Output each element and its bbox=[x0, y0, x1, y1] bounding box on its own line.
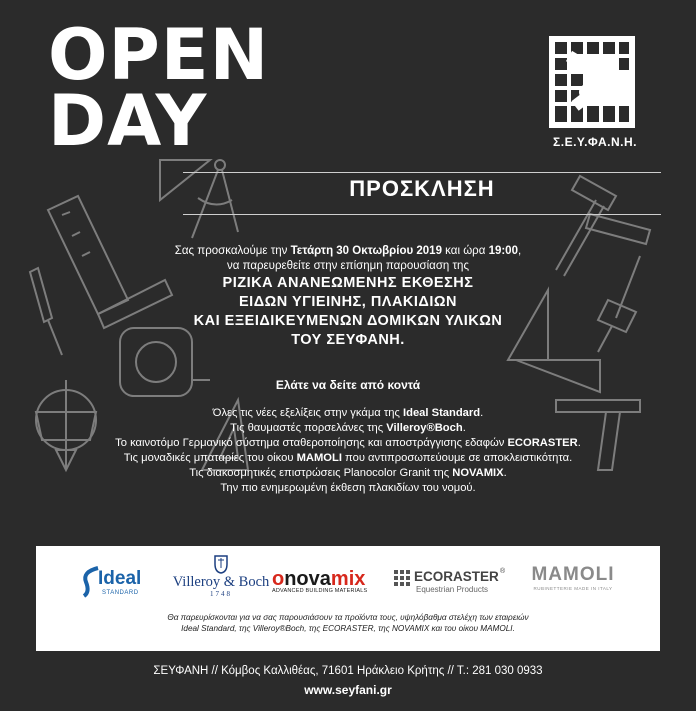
feature-list bbox=[90, 406, 606, 496]
exhibition-headline bbox=[100, 274, 596, 350]
feature-item: Όλες τις νέες εξελίξεις στην γκάμα της Ideal Standard. bbox=[212, 407, 484, 419]
villeroy-year: 1748 bbox=[210, 590, 232, 598]
partner-brands-panel bbox=[36, 546, 660, 651]
top-divider bbox=[183, 172, 661, 173]
exhibition-line: ΕΙΔΩΝ ΥΓΙΕΙΝΗΣ, ΠΛΑΚΙΔΙΩΝ bbox=[239, 294, 457, 310]
event-time: 19:00 bbox=[488, 245, 518, 257]
headline-day: DAY bbox=[48, 80, 208, 162]
seyfani-sigma-logo-icon bbox=[549, 36, 635, 128]
intro-text-a: Σας προσκαλούμε την bbox=[174, 245, 291, 257]
ecoraster-logo bbox=[394, 568, 514, 602]
title-divider bbox=[183, 214, 661, 215]
seyfani-logo bbox=[545, 36, 657, 149]
novamix-o-mark: o bbox=[272, 568, 285, 590]
feature-item: Την πιο ενημερωμένη έκθεση πλακιδίων του νομού. bbox=[220, 482, 476, 494]
come-see-heading: Ελάτε να δείτε από κοντά bbox=[275, 378, 421, 392]
villeroy-crest-icon bbox=[212, 554, 230, 574]
exhibition-line: ΚΑΙ ΕΞΕΙΔΙΚΕΥΜΕΝΩΝ ΔΟΜΙΚΩΝ ΥΛΙΚΩΝ bbox=[193, 313, 503, 329]
exhibition-line: ΡΙΖΙΚΑ ΑΝΑΝΕΩΜΕΝΗΣ ΕΚΘΕΣΗΣ bbox=[222, 275, 474, 291]
mamoli-sub: RUBINETTERIE MADE IN ITALY bbox=[533, 586, 613, 591]
contact-footer: ΣΕΥΦΑΝΗ // Κόμβος Καλλιθέας, 71601 Ηράκλειο Κρήτης // Τ.: 281 030 0933 bbox=[153, 665, 543, 677]
exhibition-line: ΤΟΥ ΣΕΥΦΑΝΗ. bbox=[291, 332, 405, 348]
brand-logos bbox=[36, 554, 660, 608]
feature-item: Τις διακοσμητικές επιστρώσεις Planocolor Granit της NOVAMIX. bbox=[189, 467, 507, 479]
mamoli-logo bbox=[530, 564, 616, 604]
ecoraster-grid-icon bbox=[394, 570, 410, 586]
feature-item: Τις θαυμαστές πορσελάνες της Villeroy®Boch. bbox=[230, 422, 466, 434]
intro-text-b: και ώρα bbox=[441, 245, 489, 257]
ideal-standard-logo bbox=[80, 562, 160, 602]
novamix-mix: mix bbox=[330, 568, 366, 590]
invitation-title: ΠΡΟΣΚΛΗΣΗ bbox=[349, 176, 495, 201]
ecoraster-registered: ® bbox=[500, 568, 506, 575]
villeroy-boch-logo bbox=[166, 554, 276, 608]
ecoraster-sub: Equestrian Products bbox=[416, 585, 489, 594]
logo-wordmark: Σ.Ε.Υ.ΦΑ.Ν.Η. bbox=[553, 135, 637, 149]
note-line: Θα παρευρίσκονται για να σας παρουσιάσουν τα προϊόντα τους, υψηλόβαθμα στελέχη των εταιρειών bbox=[167, 613, 529, 622]
feature-item: Τις μοναδικές μπαταρίες του οίκου MAMOLI που αντιπροσωπεύουμε σε αποκλειστικότητα. bbox=[123, 452, 573, 464]
ruler-icon bbox=[586, 214, 650, 244]
note-line: Ideal Standard, της Villeroy®Boch, της ECORASTER, της NOVAMIX και του οίκου MAMOLI. bbox=[181, 624, 515, 633]
mamoli-name: MAMOLI bbox=[531, 564, 615, 585]
villeroy-name: Villeroy & Boch bbox=[172, 574, 270, 590]
feature-item: Το καινοτόμο Γερμανικό σύστημα σταθεροποίησης και αποστράγγισης εδαφών ECORASTER. bbox=[115, 437, 581, 449]
open-day-headline bbox=[48, 14, 270, 162]
novamix-sub: ADVANCED BUILDING MATERIALS bbox=[272, 588, 368, 594]
novamix-logo bbox=[272, 568, 386, 602]
ideal-name: Ideal bbox=[98, 568, 142, 589]
attendance-note bbox=[46, 612, 650, 634]
website-link[interactable]: www.seyfani.gr bbox=[304, 683, 392, 697]
intro-text bbox=[100, 244, 596, 274]
awl-icon bbox=[30, 268, 62, 355]
level-gauge-icon bbox=[36, 380, 96, 470]
ideal-sub: STANDARD bbox=[102, 590, 139, 596]
intro-text-c: , bbox=[517, 245, 522, 257]
intro-line-2: να παρευρεθείτε στην επίσημη παρουσίαση της bbox=[226, 260, 469, 272]
event-date: Τετάρτη 30 Οκτωβρίου 2019 bbox=[290, 245, 442, 257]
novamix-nova: nova bbox=[284, 568, 331, 590]
headline-open: OPEN bbox=[48, 14, 270, 96]
marking-gauge-icon bbox=[598, 256, 640, 352]
ecoraster-name: ECORASTER bbox=[414, 569, 499, 584]
